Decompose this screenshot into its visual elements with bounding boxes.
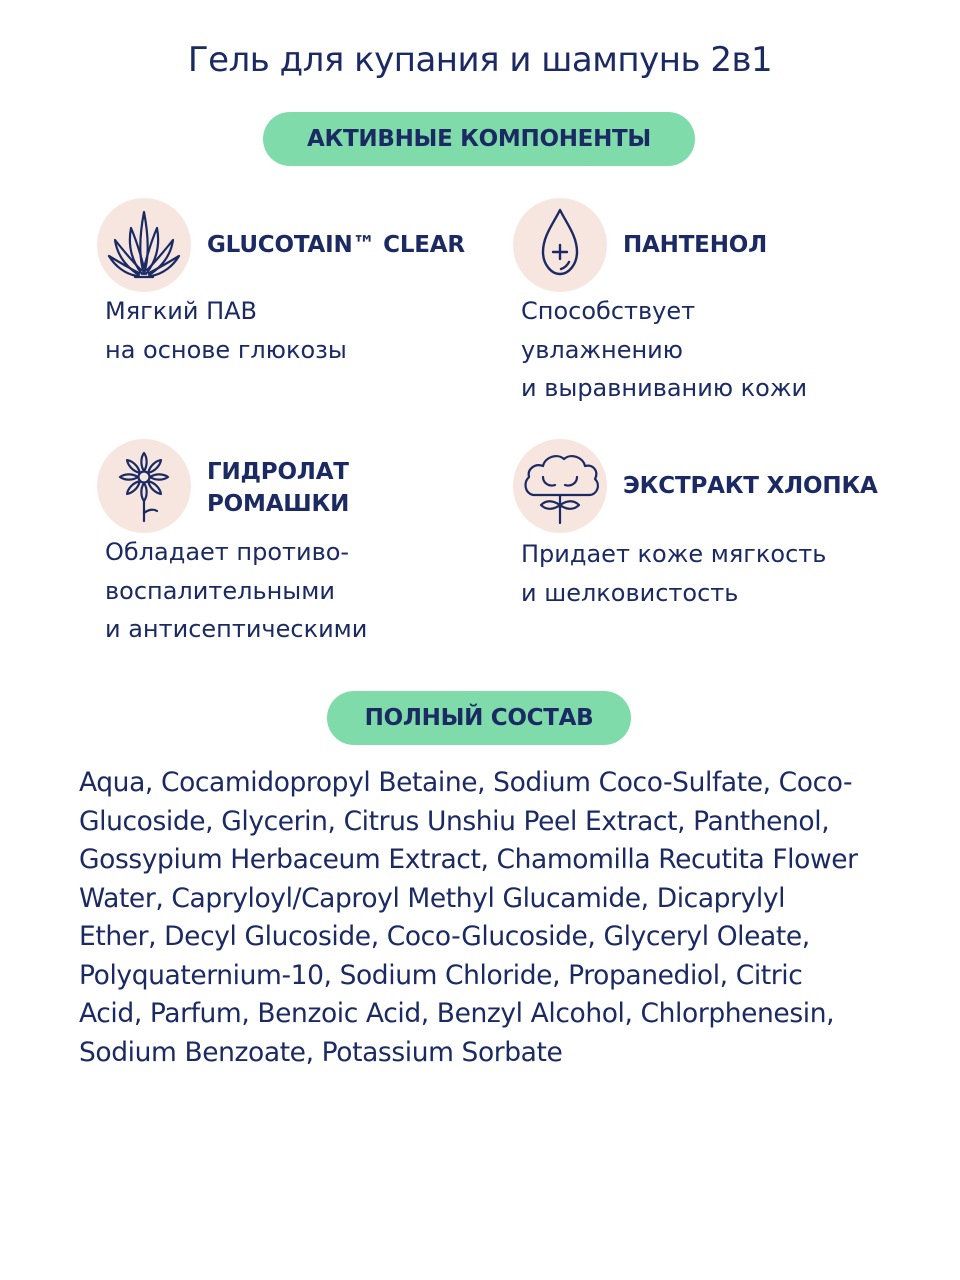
aloe-icon (97, 198, 191, 292)
component-description: Способствует увлажнению и выравниванию кожи (521, 297, 808, 402)
chamomile-flower-icon (97, 439, 191, 533)
component-cotton (513, 439, 953, 659)
active-components-header: АКТИВНЫЕ КОМПОНЕНТЫ (263, 112, 695, 166)
component-name: GLUCOTAIN™ CLEAR (207, 232, 465, 258)
component-panthenol (513, 198, 953, 418)
component-name: ГИДРОЛАТ РОМАШКИ (207, 459, 350, 517)
component-glucotain (97, 198, 537, 418)
ingredients-text: Aqua, Cocamidopropyl Betaine, Sodium Coco-Sulfate, Coco-Glucoside, Glycerin, Citrus Unshiu Peel Extract, Panthenol, Gossypium Herbaceum Extract, Chamomilla Recutita Flower Water, Capryloyl/Caproyl Methyl Glucamide, Dicaprylyl Ether, Decyl Glucoside, Coco-Glucoside, Glyceryl Oleate, Polyquaternium-10, Sodium Chloride, Propanediol, Citric Acid, Parfum, Benzoic Acid, Benzyl Alcohol, Chlorphenesin, Sodium Benzoate, Potassium Sorbate (79, 767, 858, 1068)
component-name: ЭКСТРАКТ ХЛОПКА (623, 473, 878, 499)
page-title: Гель для купания и шампунь 2в1 (187, 40, 773, 80)
water-drop-plus-icon (513, 198, 607, 292)
component-description: Обладает противо- воспалительными и антисептическими (105, 538, 368, 643)
full-composition-header: ПОЛНЫЙ СОСТАВ (327, 691, 631, 745)
cotton-boll-icon (513, 439, 607, 533)
component-chamomile (97, 439, 537, 659)
component-description: Мягкий ПАВ на основе глюкозы (105, 297, 347, 364)
component-name: ПАНТЕНОЛ (623, 232, 768, 258)
component-description: Придает коже мягкость и шелковистость (521, 540, 827, 607)
